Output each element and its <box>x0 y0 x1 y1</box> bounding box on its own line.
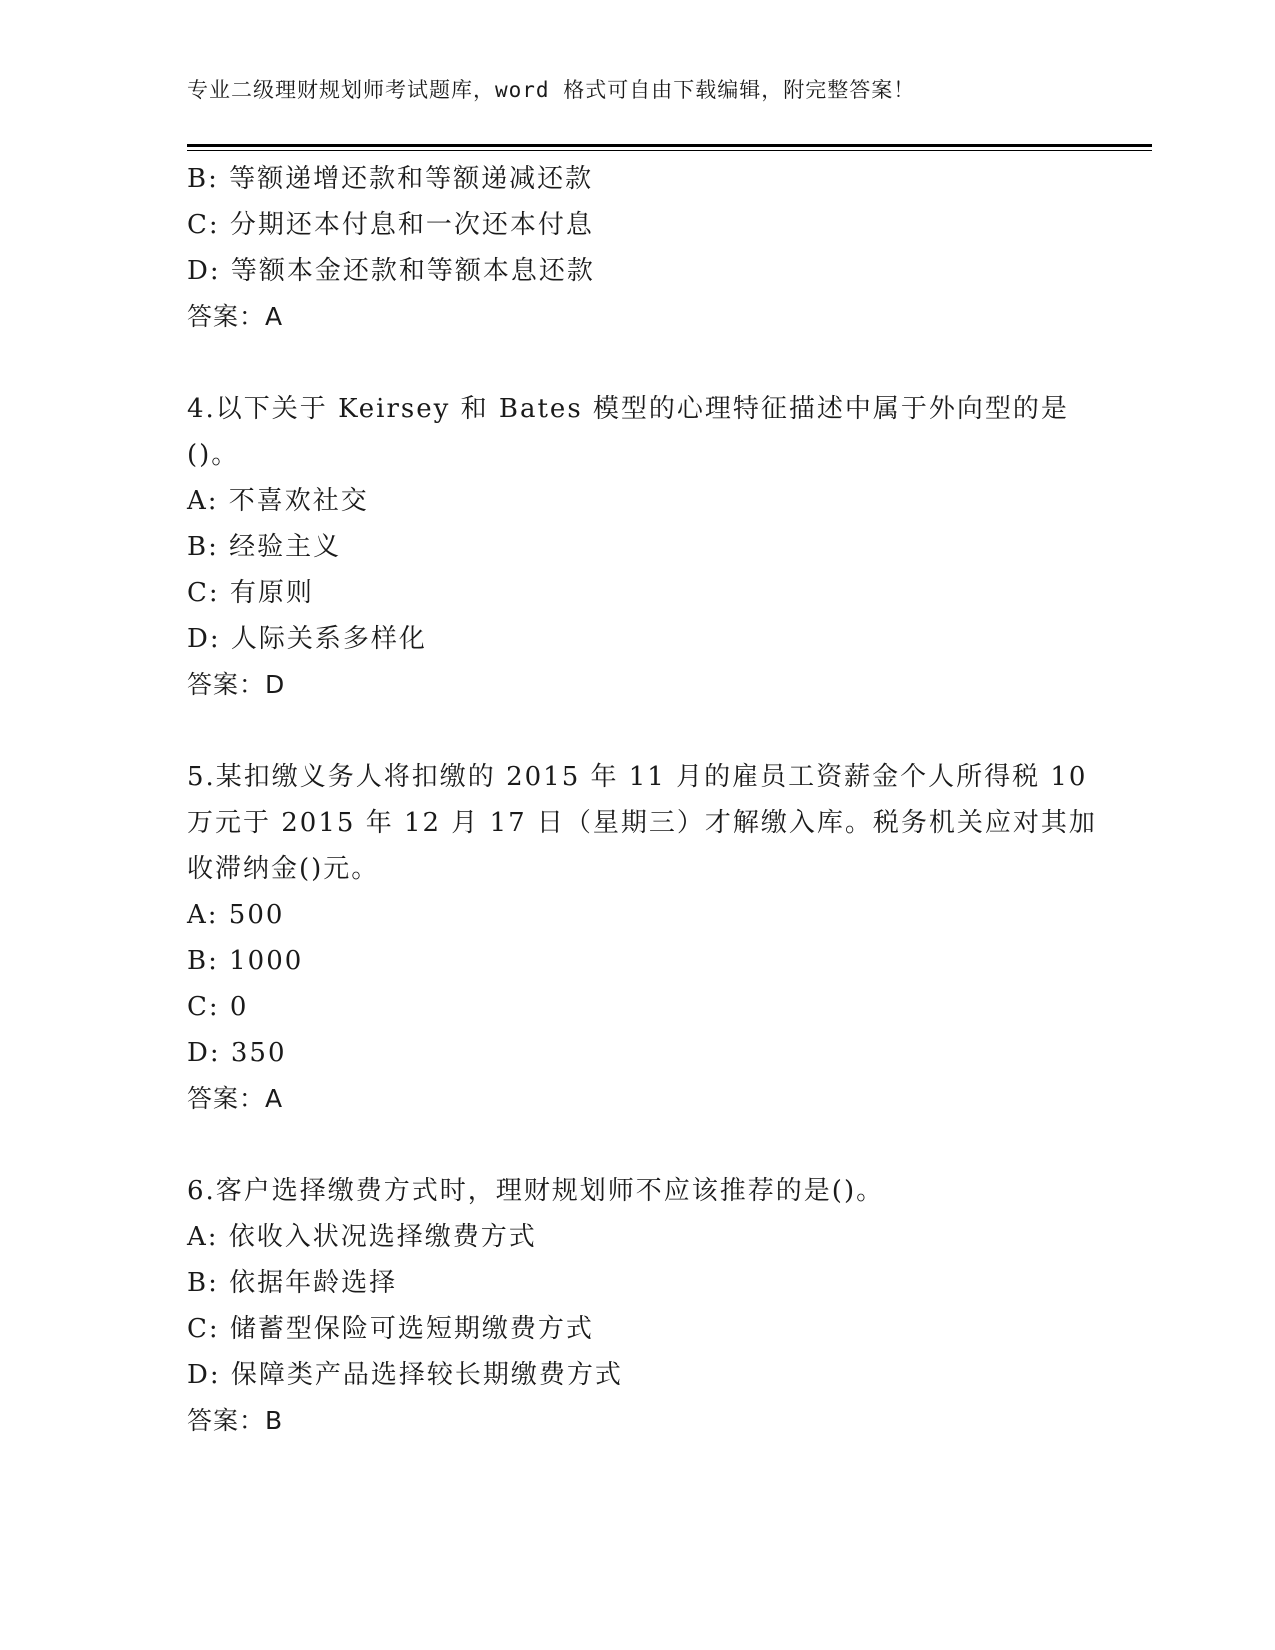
option-line: D: 等额本金还款和等额本息还款 <box>187 256 595 286</box>
answer-line: 答案：A <box>187 1084 284 1113</box>
option-line: A: 不喜欢社交 <box>187 486 369 516</box>
option-line: D: 人际关系多样化 <box>187 624 427 654</box>
option-line: B: 经验主义 <box>187 532 342 562</box>
question-text-line: 6.客户选择缴费方式时，理财规划师不应该推荐的是()。 <box>187 1176 885 1206</box>
question-block <box>187 754 1097 1122</box>
question-block <box>187 1168 1067 1444</box>
answer-line: 答案：D <box>187 670 286 699</box>
option-line: B: 依据年龄选择 <box>187 1268 398 1298</box>
option-line: A: 500 <box>187 900 285 930</box>
question-text-line: ()。 <box>187 440 240 470</box>
option-line: B: 等额递增还款和等额递减还款 <box>187 164 594 194</box>
option-line: C: 有原则 <box>187 578 314 608</box>
question-list <box>187 156 1097 1444</box>
block-spacer <box>187 340 1067 386</box>
header-divider-thick <box>187 144 1152 147</box>
page-header: 专业二级理财规划师考试题库，word 格式可自由下载编辑，附完整答案！ <box>187 78 916 102</box>
option-line: B: 1000 <box>187 946 304 976</box>
header-divider-thin <box>187 150 1152 151</box>
option-line: A: 依收入状况选择缴费方式 <box>187 1222 537 1252</box>
block-spacer <box>187 708 1067 754</box>
question-text-line: 万元于 2015 年 12 月 17 日（星期三）才解缴入库。税务机关应对其加 <box>187 808 1097 838</box>
question-text-line: 4.以下关于 Keirsey 和 Bates 模型的心理特征描述中属于外向型的是 <box>187 394 1069 424</box>
answer-line: 答案：B <box>187 1406 284 1435</box>
question-text-line: 5.某扣缴义务人将扣缴的 2015 年 11 月的雇员工资薪金个人所得税 10 <box>187 762 1088 792</box>
option-line: C: 0 <box>187 992 249 1022</box>
option-line: C: 分期还本付息和一次还本付息 <box>187 210 594 240</box>
option-line: D: 350 <box>187 1038 287 1068</box>
option-line: C: 储蓄型保险可选短期缴费方式 <box>187 1314 594 1344</box>
option-line: D: 保障类产品选择较长期缴费方式 <box>187 1360 623 1390</box>
question-block <box>187 156 1067 340</box>
block-spacer <box>187 1122 1067 1168</box>
answer-line: 答案：A <box>187 302 284 331</box>
question-text-line: 收滞纳金()元。 <box>187 854 380 884</box>
question-block <box>187 386 1067 708</box>
